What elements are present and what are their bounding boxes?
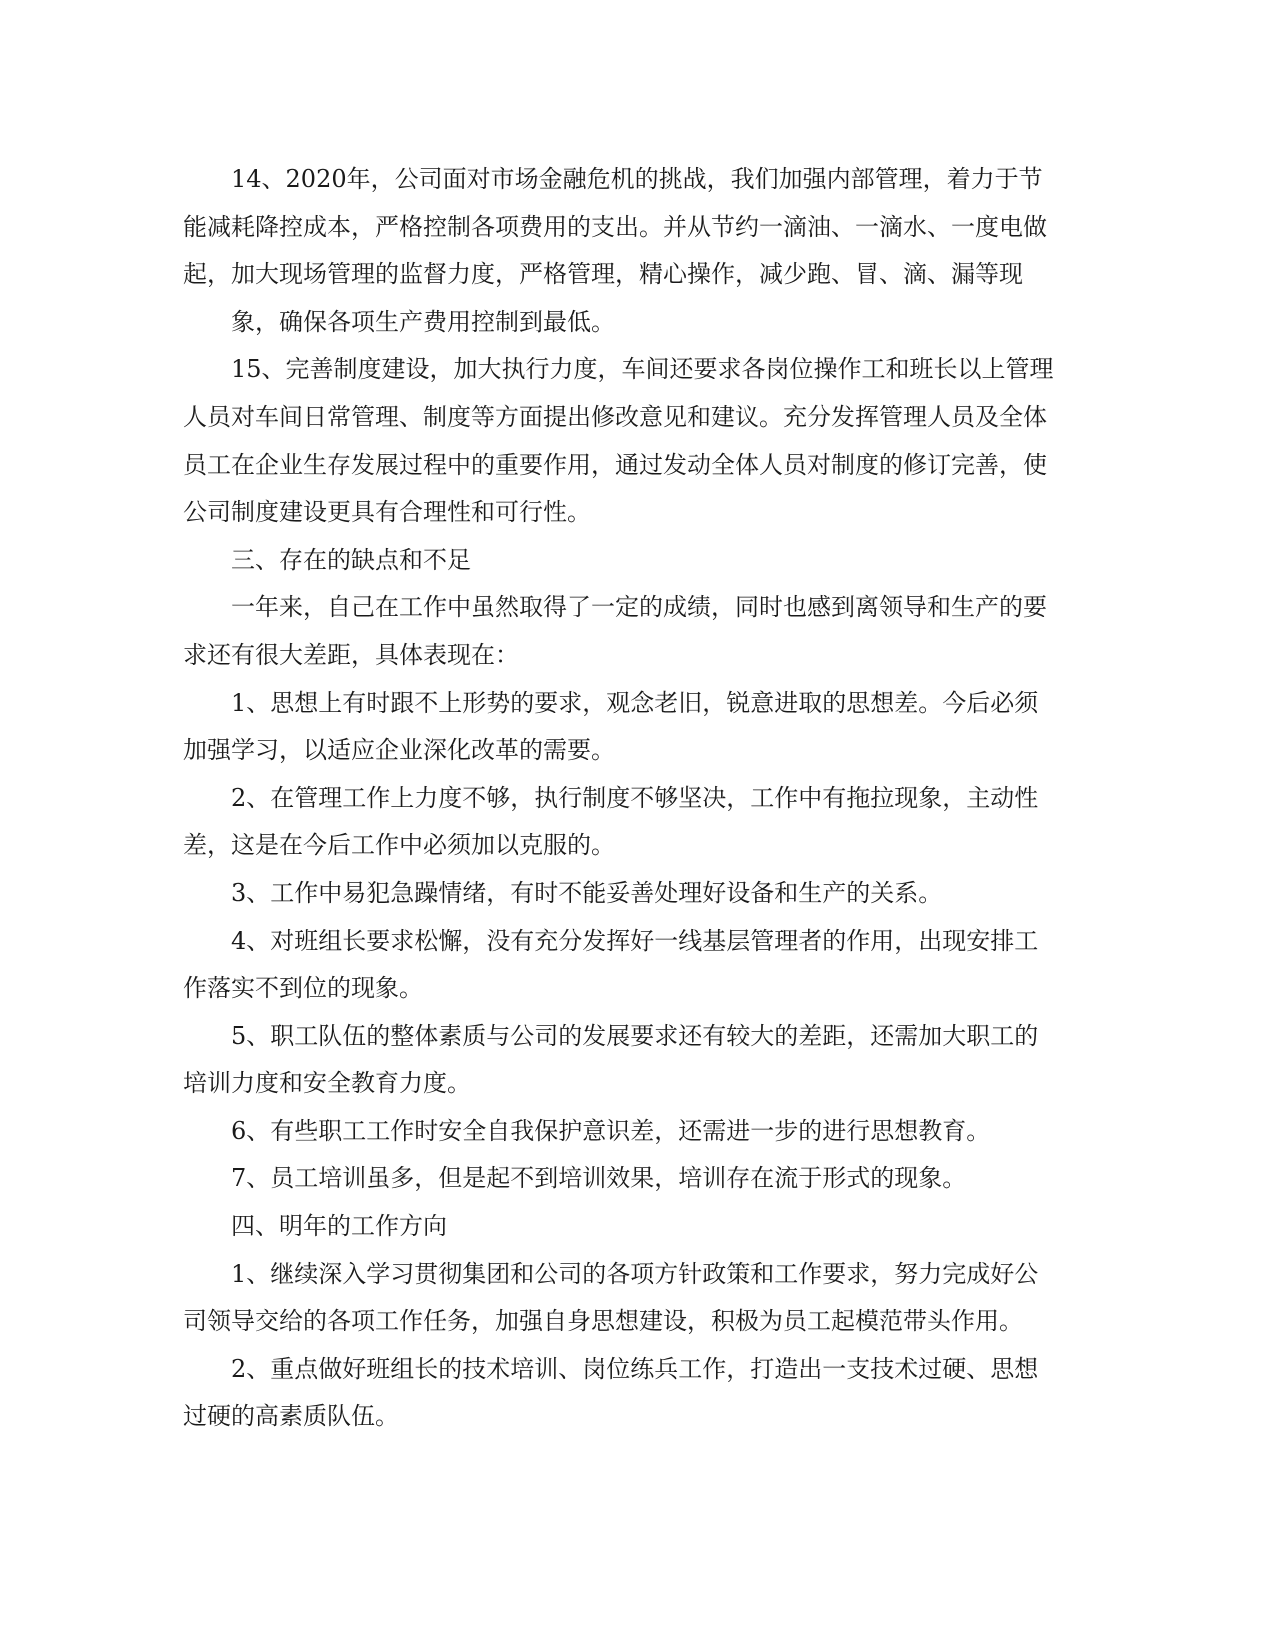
paragraph-line: 司领导交给的各项工作任务，加强自身思想建设，积极为员工起模范带头作用。 <box>183 1307 1023 1336</box>
paragraph-line: 作落实不到位的现象。 <box>183 974 423 1003</box>
section-heading: 三、存在的缺点和不足 <box>231 545 471 574</box>
paragraph-line: 1、继续深入学习贯彻集团和公司的各项方针政策和工作要求，努力完成好公 <box>231 1259 1039 1288</box>
section-heading: 四、明年的工作方向 <box>231 1212 447 1241</box>
paragraph-line: 加强学习，以适应企业深化改革的需要。 <box>183 736 615 765</box>
paragraph-line: 15、完善制度建设，加大执行力度，车间还要求各岗位操作工和班长以上管理 <box>231 355 1054 384</box>
paragraph-line: 7、员工培训虽多，但是起不到培训效果，培训存在流于形式的现象。 <box>231 1164 967 1193</box>
paragraph-line: 1、思想上有时跟不上形势的要求，观念老旧，锐意进取的思想差。今后必须 <box>231 688 1039 717</box>
paragraph-line: 人员对车间日常管理、制度等方面提出修改意见和建议。充分发挥管理人员及全体 <box>183 402 1047 431</box>
paragraph-line: 2、在管理工作上力度不够，执行制度不够坚决，工作中有拖拉现象，主动性 <box>231 783 1039 812</box>
paragraph-line: 5、职工队伍的整体素质与公司的发展要求还有较大的差距，还需加大职工的 <box>231 1021 1039 1050</box>
paragraph-line: 一年来，自己在工作中虽然取得了一定的成绩，同时也感到离领导和生产的要 <box>231 593 1047 622</box>
paragraph-line: 4、对班组长要求松懈，没有充分发挥好一线基层管理者的作用，出现安排工 <box>231 926 1039 955</box>
paragraph-line: 3、工作中易犯急躁情绪，有时不能妥善处理好设备和生产的关系。 <box>231 878 943 907</box>
paragraph-line: 求还有很大差距，具体表现在： <box>183 640 519 669</box>
document-body <box>183 156 1083 1441</box>
paragraph-line: 培训力度和安全教育力度。 <box>183 1069 471 1098</box>
paragraph-line: 差，这是在今后工作中必须加以克服的。 <box>183 831 615 860</box>
paragraph-line: 过硬的高素质队伍。 <box>183 1402 399 1431</box>
paragraph-line: 起，加大现场管理的监督力度，严格管理，精心操作，减少跑、冒、滴、漏等现 <box>183 260 1023 289</box>
paragraph-line: 14、2020年，公司面对市场金融危机的挑战，我们加强内部管理，着力于节 <box>231 165 1043 193</box>
paragraph-line: 2、重点做好班组长的技术培训、岗位练兵工作，打造出一支技术过硬、思想 <box>231 1354 1039 1383</box>
paragraph-line: 员工在企业生存发展过程中的重要作用，通过发动全体人员对制度的修订完善，使 <box>183 450 1047 479</box>
paragraph-line: 象，确保各项生产费用控制到最低。 <box>231 307 615 336</box>
paragraph-line: 6、有些职工工作时安全自我保护意识差，还需进一步的进行思想教育。 <box>231 1116 991 1145</box>
paragraph-line: 公司制度建设更具有合理性和可行性。 <box>183 498 591 527</box>
paragraph-line: 能减耗降控成本，严格控制各项费用的支出。并从节约一滴油、一滴水、一度电做 <box>183 212 1047 241</box>
